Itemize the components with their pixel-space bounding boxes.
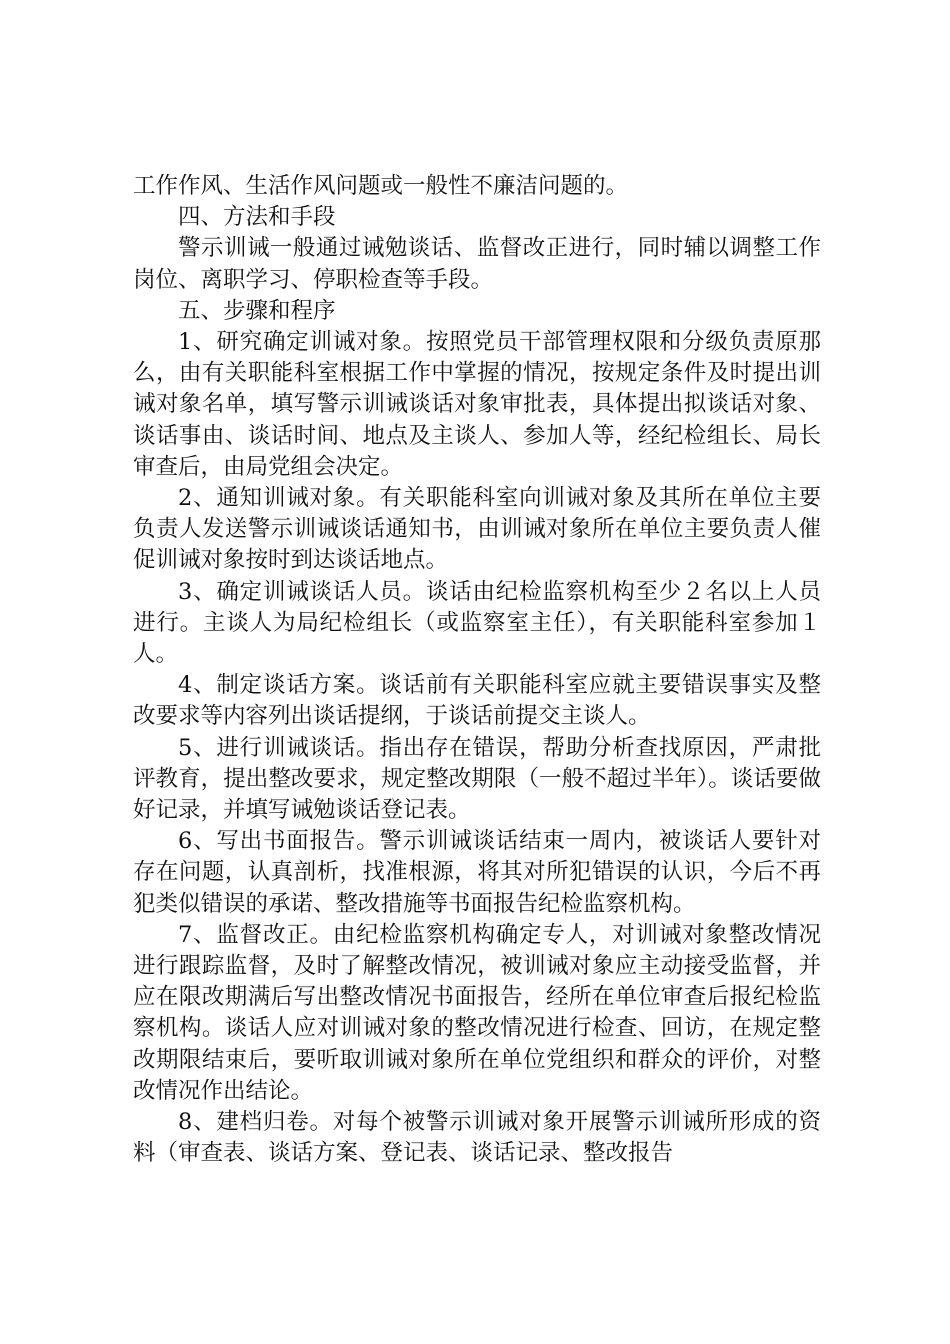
step-5: 5、进行训诫谈话。指出存在错误，帮助分析查找原因，严肃批评教育，提出整改要求，规定整改期限（一般不超过半年）。谈话要做好记录，并填写诫勉谈话登记表。 <box>133 734 821 824</box>
paragraph-continuation: 工作作风、生活作风问题或一般性不廉洁问题的。 <box>133 173 629 199</box>
section-heading-steps: 五、步骤和程序 <box>178 297 336 324</box>
step-8: 8、建档归卷。对每个被警示训诫对象开展警示训诫所形成的资料（审查表、谈话方案、登记表、谈话记录、整改报告 <box>133 1109 821 1167</box>
step-3: 3、确定训诫谈话人员。谈话由纪检监察机构至少２名以上人员进行。主谈人为局纪检组长（或监察室主任），有关职能科室参加１人。 <box>133 578 821 668</box>
step-6: 6、写出书面报告。警示训诫谈话结束一周内，被谈话人要针对存在问题，认真剖析，找准根源，将其对所犯错误的认识，今后不再犯类似错误的承诺、整改措施等书面报告纪检监察机构。 <box>133 828 821 917</box>
section-heading-methods: 四、方法和手段 <box>178 204 336 231</box>
step-1: 1、研究确定训诫对象。按照党员干部管理权限和分级负责原那么，由有关职能科室根据工作中掌握的情况，按规定条件及时提出训诫对象名单，填写警示训诫谈话对象审批表，具体提出拟谈话对象、谈话事由、谈话时间、地点及主谈人、参加人等，经纪检组长、局长审查后，由局党组会决定。 <box>133 329 821 480</box>
step-2: 2、通知训诫对象。有关职能科室向训诫对象及其所在单位主要负责人发送警示训诫谈话通知书，由训诫对象所在单位主要负责人催促训诫对象按时到达谈话地点。 <box>133 485 821 574</box>
document-page <box>133 171 821 1170</box>
step-4: 4、制定谈话方案。谈话前有关职能科室应就主要错误事实及整改要求等内容列出谈话提纲，于谈话前提交主谈人。 <box>133 672 821 730</box>
step-7: 7、监督改正。由纪检监察机构确定专人，对训诫对象整改情况进行跟踪监督，及时了解整改情况，被训诫对象应主动接受监督，并应在限改期满后写出整改情况书面报告，经所在单位审查后报纪检监察机构。谈话人应对训诫对象的整改情况进行检查、回访，在规定整改期限结束后，要听取训诫对象所在单位党组织和群众的评价，对整改情况作出结论。 <box>133 921 821 1104</box>
paragraph-methods: 警示训诫一般通过诫勉谈话、监督改正进行，同时辅以调整工作岗位、离职学习、停职检查等手段。 <box>133 235 821 293</box>
